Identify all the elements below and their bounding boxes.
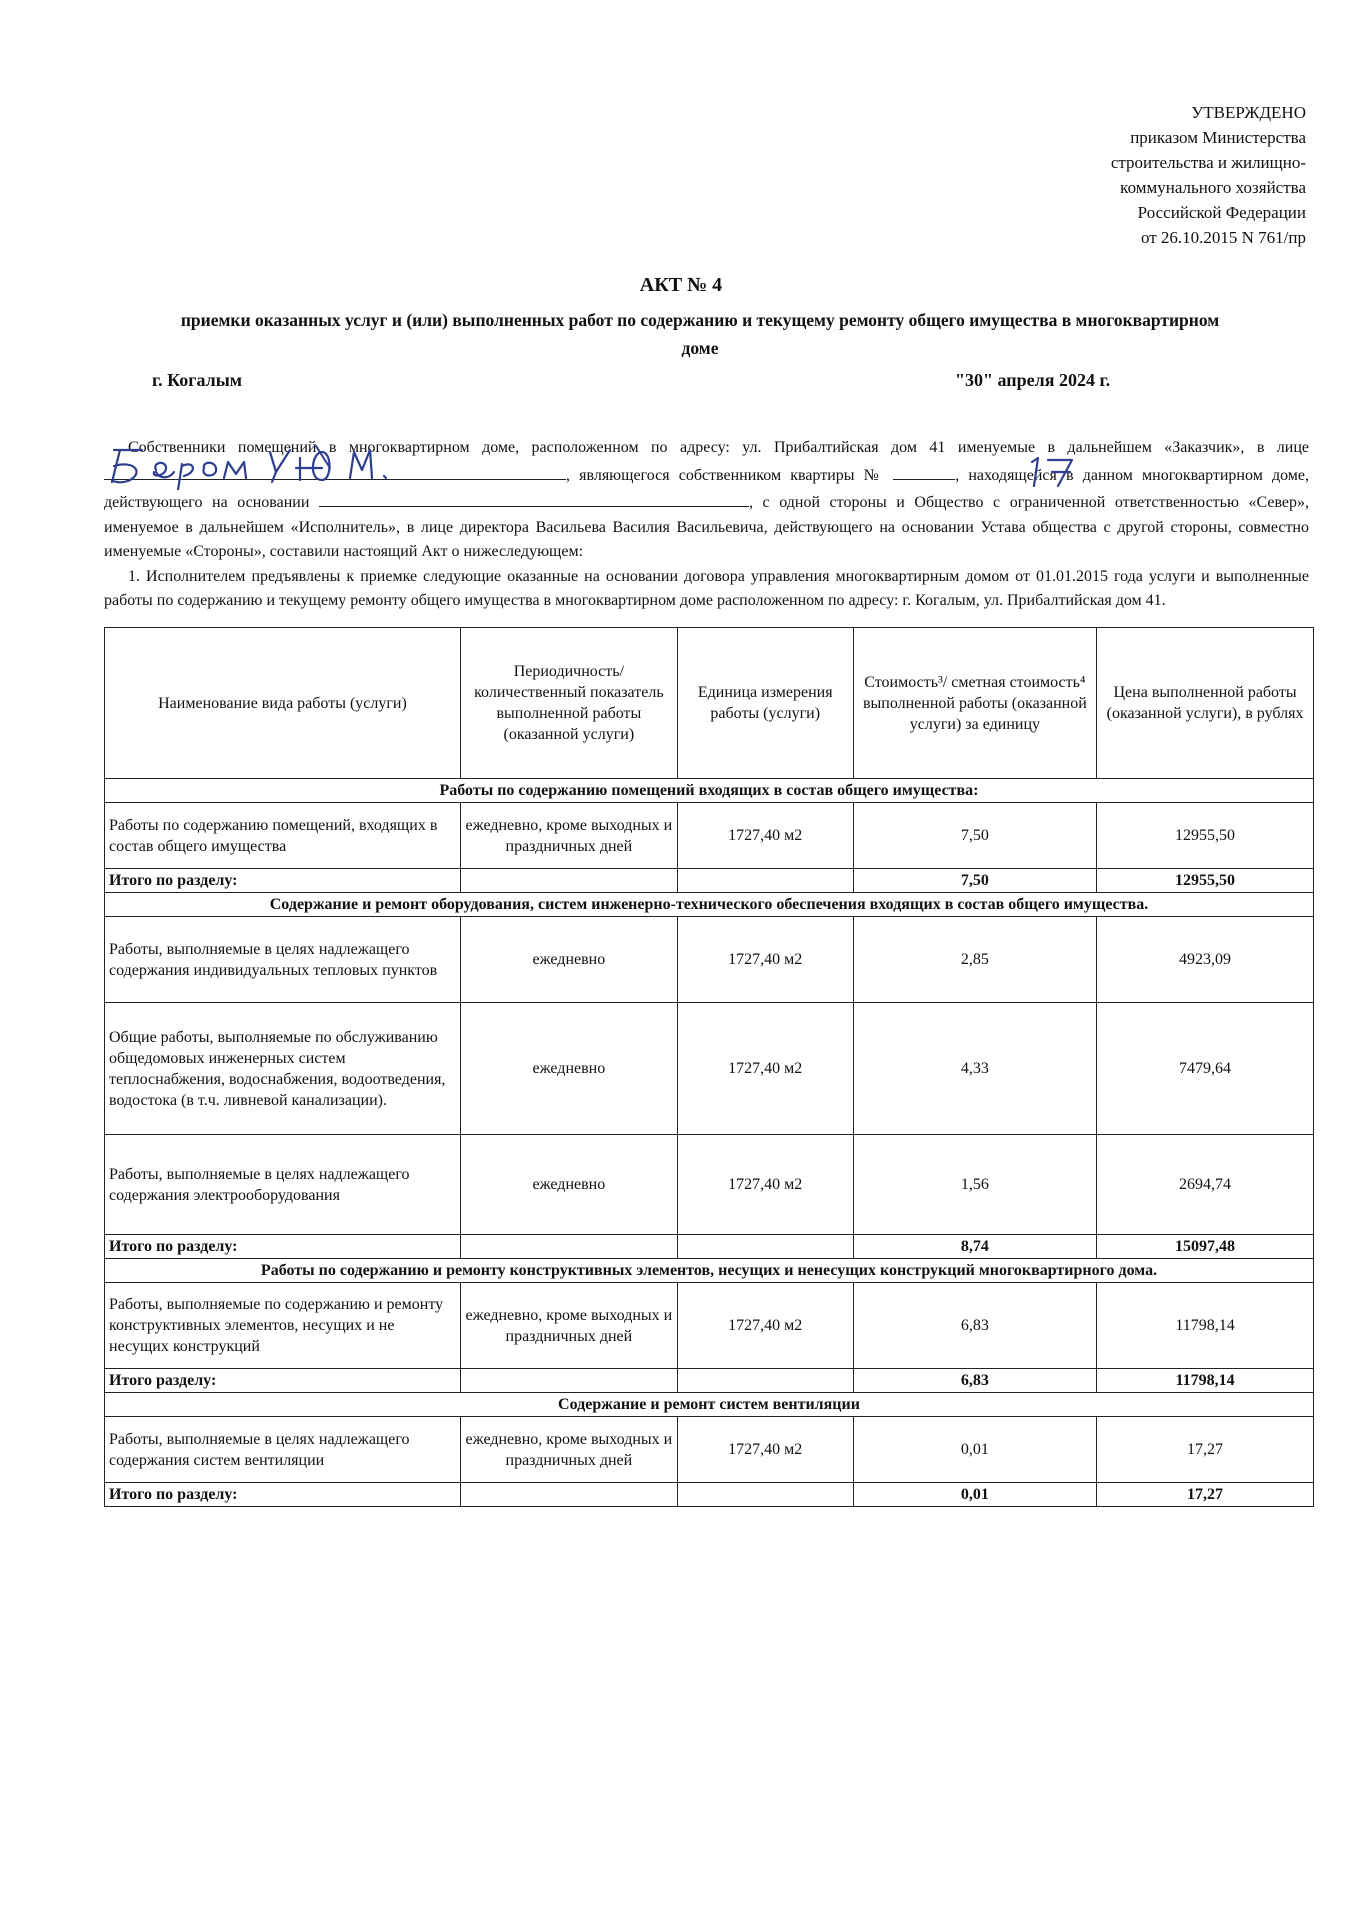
approval-line: от 26.10.2015 N 761/пр [1140,228,1306,247]
cell-unit: 1727,40 м2 [677,803,853,869]
cell-unit-cost: 7,50 [853,803,1096,869]
cell-unit: 1727,40 м2 [677,1003,853,1135]
intro-paragraph-2: 1. Исполнителем предъявлены к приемке следующие оказанные на основании договора управления многоквартирным домом от 01.01.2015 года услуги и выполненные работы по содержанию и текущему ремонту общего имущества в многоквартирном доме расположенном по адресу: г. Когалым, ул. Прибалтийская дом 41. [104,567,1309,609]
table-row [105,1417,1314,1483]
total-price: 17,27 [1097,1483,1314,1507]
intro-p1-a: Собственники помещений в многоквартирном доме, расположенном по адресу: ул. Прибалтийская дом 41 именуемые в дальнейшем «Заказчик», в лице [128,439,1309,456]
header-unit: Единица измерения работы (услуги) [677,628,853,779]
cell-price: 4923,09 [1097,917,1314,1003]
approval-line: строительства и жилищно- [1110,153,1306,172]
total-price: 12955,50 [1097,869,1314,893]
section-total-row [105,1369,1314,1393]
cell-price: 7479,64 [1097,1003,1314,1135]
total-label: Итого по разделу: [105,1235,461,1259]
cell-work-name: Работы, выполняемые в целях надлежащего содержания систем вентиляции [105,1417,461,1483]
approval-line: Российской Федерации [1137,203,1306,222]
total-empty-cell [460,1483,677,1507]
cell-unit-cost: 2,85 [853,917,1096,1003]
act-date: "30" апреля 2024 г. [955,370,1111,390]
cell-periodicity: ежедневно, кроме выходных и праздничных дней [460,1417,677,1483]
cell-unit-cost: 0,01 [853,1417,1096,1483]
total-unit-cost: 7,50 [853,869,1096,893]
table-header-row [105,628,1314,779]
intro-p1-d: , с одной стороны и Общество с ограниченной ответственностью «Север», именуемое в дальнейшем «Исполнитель», в лице директора Васильева Василия Васильевича, действующего на основании Устава общества с другой стороны, совместно именуемые «Стороны», составили настоящий Акт о нижеследующем: [104,494,1310,560]
section-title-row [105,1393,1314,1417]
total-empty-cell [460,869,677,893]
cell-unit: 1727,40 м2 [677,1417,853,1483]
section-title: Работы по содержанию и ремонту конструктивных элементов, несущих и ненесущих конструкций многоквартирного дома. [105,1259,1314,1283]
total-empty-cell [677,1483,853,1507]
total-label: Итого разделу: [105,1369,461,1393]
total-label: Итого по разделу: [105,869,461,893]
approval-line: УТВЕРЖДЕНО [1191,103,1306,122]
intro-paragraph-1 [104,436,1309,565]
customer-name-field [104,461,566,480]
cell-periodicity: ежедневно, кроме выходных и праздничных дней [460,803,677,869]
total-unit-cost: 0,01 [853,1483,1096,1507]
cell-work-name: Работы, выполняемые в целях надлежащего содержания электрооборудования [105,1135,461,1235]
basis-field [319,488,749,507]
cell-work-name: Работы, выполняемые в целях надлежащего содержания индивидуальных тепловых пунктов [105,917,461,1003]
total-unit-cost: 8,74 [853,1235,1096,1259]
intro-p1-c: , находящейся в данном многоквартирном доме, действующего на основании [104,466,1310,511]
cell-periodicity: ежедневно [460,917,677,1003]
cell-periodicity: ежедневно [460,1135,677,1235]
cell-work-name: Общие работы, выполняемые по обслуживанию общедомовых инженерных систем теплоснабжения, водоснабжения, водоотведения, водостока (в т.ч. ливневой канализации). [105,1003,461,1135]
intro-text [104,436,1309,614]
act-title: АКТ № 4 [639,274,723,296]
cell-unit-cost: 6,83 [853,1283,1096,1369]
cell-unit-cost: 4,33 [853,1003,1096,1135]
cell-unit: 1727,40 м2 [677,917,853,1003]
section-title: Работы по содержанию помещений входящих в состав общего имущества: [105,779,1314,803]
table-row [105,1283,1314,1369]
total-empty-cell [677,1369,853,1393]
cell-work-name: Работы по содержанию помещений, входящих в состав общего имущества [105,803,461,869]
section-title-row [105,1259,1314,1283]
cell-price: 17,27 [1097,1417,1314,1483]
cell-work-name: Работы, выполняемые по содержанию и ремонту конструктивных элементов, несущих и не несущих конструкций [105,1283,461,1369]
flat-number-field [893,461,955,480]
total-empty-cell [460,1235,677,1259]
works-table [104,627,1314,1507]
approval-line: приказом Министерства [1130,128,1306,147]
section-total-row [105,1235,1314,1259]
cell-periodicity: ежедневно [460,1003,677,1135]
table-row [105,917,1314,1003]
total-empty-cell [677,1235,853,1259]
table-row [105,1003,1314,1135]
act-subtitle: приемки оказанных услуг и (или) выполненных работ по содержанию и текущему ремонту общего имущества в многоквартирном доме [180,310,1220,358]
total-price: 15097,48 [1097,1235,1314,1259]
table-row [105,1135,1314,1235]
cell-price: 11798,14 [1097,1283,1314,1369]
total-empty-cell [677,869,853,893]
approval-stamp-block [1111,100,1306,250]
approval-line: коммунального хозяйства [1120,178,1306,197]
total-unit-cost: 6,83 [853,1369,1096,1393]
cell-price: 12955,50 [1097,803,1314,869]
intro-p1-b: , являющегося собственником квартиры № [566,466,885,484]
total-empty-cell [460,1369,677,1393]
total-price: 11798,14 [1097,1369,1314,1393]
header-unit-cost: Стоимость³/ сметная стоимость⁴ выполненной работы (оказанной услуги) за единицу [853,628,1096,779]
cell-periodicity: ежедневно, кроме выходных и праздничных дней [460,1283,677,1369]
header-price: Цена выполненной работы (оказанной услуги), в рублях [1097,628,1314,779]
section-total-row [105,1483,1314,1507]
section-title-row [105,779,1314,803]
act-city: г. Когалым [152,370,243,390]
header-periodicity: Периодичность/ количественный показатель выполненной работы (оказанной услуги) [460,628,677,779]
cell-unit-cost: 1,56 [853,1135,1096,1235]
header-work-name: Наименование вида работы (услуги) [105,628,461,779]
cell-price: 2694,74 [1097,1135,1314,1235]
section-title: Содержание и ремонт оборудования, систем инженерно-технического обеспечения входящих в состав общего имущества. [105,893,1314,917]
cell-unit: 1727,40 м2 [677,1283,853,1369]
total-label: Итого по разделу: [105,1483,461,1507]
section-title: Содержание и ремонт систем вентиляции [105,1393,1314,1417]
section-total-row [105,869,1314,893]
cell-unit: 1727,40 м2 [677,1135,853,1235]
section-title-row [105,893,1314,917]
table-row [105,803,1314,869]
